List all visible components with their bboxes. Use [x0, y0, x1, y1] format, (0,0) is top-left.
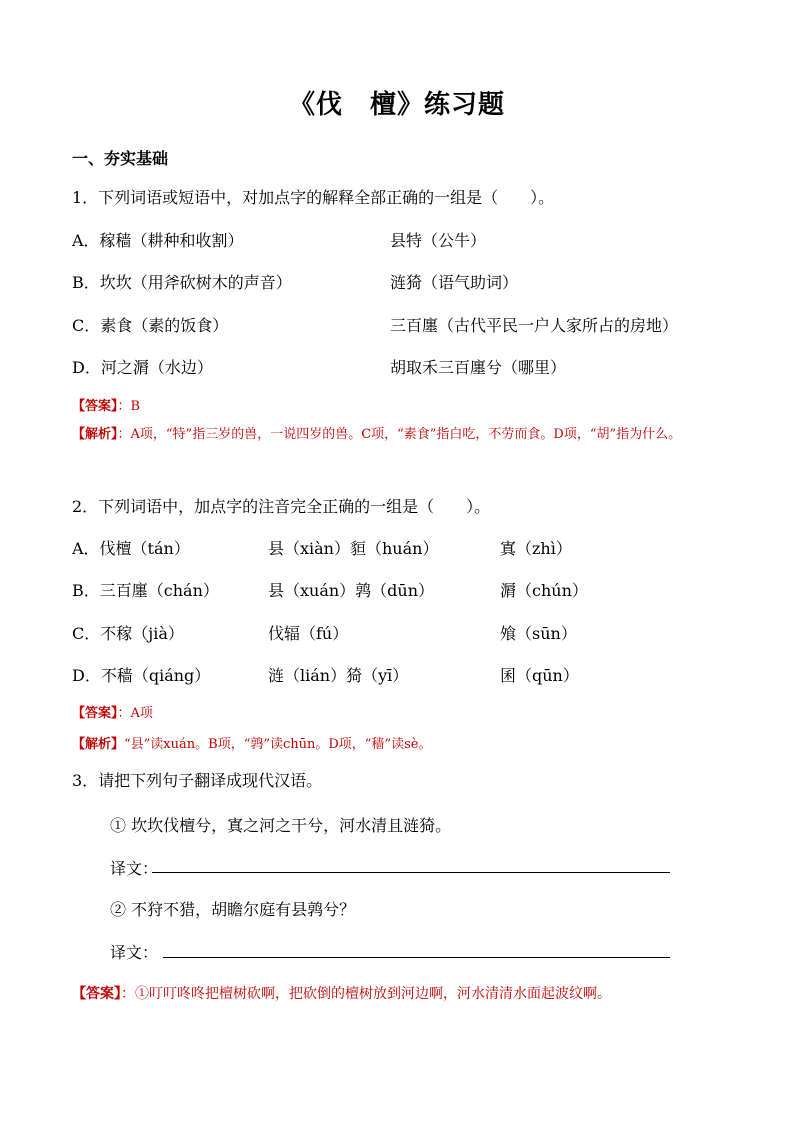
- q3-translation-blank-2: [163, 957, 670, 958]
- q3-translation-label-1: 译文：: [110, 859, 159, 878]
- answer-text: ：①叮叮咚咚把檀树砍啊，把砍倒的檀树放到河边啊，河水清清水面起波纹啊。: [121, 986, 611, 1002]
- q3-translation-blank-1: [152, 872, 670, 873]
- q2-option-b-3: 漘（chún）: [500, 581, 588, 600]
- answer-tag: 【答案】: [72, 706, 118, 721]
- analysis-text: “县”读xuán。B项，“鹑”读chūn。D项，“穑”读sè。: [124, 737, 432, 752]
- question-1-stem: 1．下列词语或短语中，对加点字的解释全部正确的一组是（ ）。: [72, 188, 555, 207]
- answer-text: ：B: [117, 399, 141, 414]
- answer-tag: 【答案】: [72, 399, 118, 414]
- q1-option-b-right: 涟猗（语气助词）: [390, 273, 519, 292]
- q1-option-b-left: B．坎坎（用斧砍树木的声音）: [72, 273, 292, 292]
- question-2-stem: 2．下列词语中，加点字的注音完全正确的一组是（ ）。: [72, 497, 491, 516]
- question-3-stem: 3．请把下列句子翻译成现代汉语。: [72, 771, 323, 790]
- q3-answer: [72, 983, 611, 1003]
- q1-option-a-left: A．稼穑（耕种和收割）: [72, 231, 244, 250]
- analysis-text: ：A项，“特”指三岁的兽，一说四岁的兽。C项，“素食”指白吃，不劳而食。D项，“胡”指为什么。: [117, 427, 682, 442]
- q2-option-a-3: 寘（zhì）: [500, 539, 572, 558]
- answer-text: ：A项: [117, 706, 153, 721]
- q2-option-d-3: 囷（qūn）: [500, 666, 579, 685]
- q1-option-d-right: 胡取禾三百廛兮（哪里）: [390, 358, 567, 377]
- q2-option-b-1: B．三百廛（chán）: [72, 581, 219, 600]
- q3-sentence-1: ① 坎坎伐檀兮，寘之河之干兮，河水清且涟猗。: [110, 816, 452, 835]
- q3-sentence-2: ② 不狩不猎，胡瞻尔庭有县鹑兮？: [110, 900, 356, 919]
- q2-option-d-2: 涟（lián）猗（yī）: [268, 666, 409, 685]
- q2-option-d-1: D．不穑（qiáng）: [72, 666, 211, 685]
- analysis-tag: 【解析】: [72, 737, 125, 752]
- q2-option-c-1: C．不稼（jià）: [72, 624, 184, 643]
- q3-translation-label-2: 译文：: [110, 943, 159, 962]
- q1-answer: [72, 395, 140, 414]
- q1-option-c-left: C．素食（素的饭食）: [72, 316, 229, 335]
- page-title: 《伐 檀》练习题: [288, 90, 505, 120]
- q2-answer: [72, 702, 153, 721]
- q1-option-d-left: D．河之漘（水边）: [72, 358, 213, 377]
- answer-tag: 【答案】: [72, 986, 121, 1002]
- q2-option-b-2: 县（xuán）鹑（dūn）: [268, 581, 435, 600]
- q1-analysis: [72, 420, 724, 450]
- q2-option-c-2: 伐辐（fú）: [268, 624, 349, 643]
- q2-option-a-2: 县（xiàn）貆（huán）: [268, 539, 439, 558]
- analysis-tag: 【解析】: [72, 427, 118, 442]
- q2-option-c-3: 飧（sūn）: [500, 624, 577, 643]
- section-heading: 一、夯实基础: [72, 149, 169, 168]
- q2-analysis: [72, 733, 431, 752]
- q2-option-a-1: A．伐檀（tán）: [72, 539, 190, 558]
- q1-option-a-right: 县特（公牛）: [390, 231, 487, 250]
- q1-option-c-right: 三百廛（古代平民一户人家所占的房地）: [390, 316, 679, 335]
